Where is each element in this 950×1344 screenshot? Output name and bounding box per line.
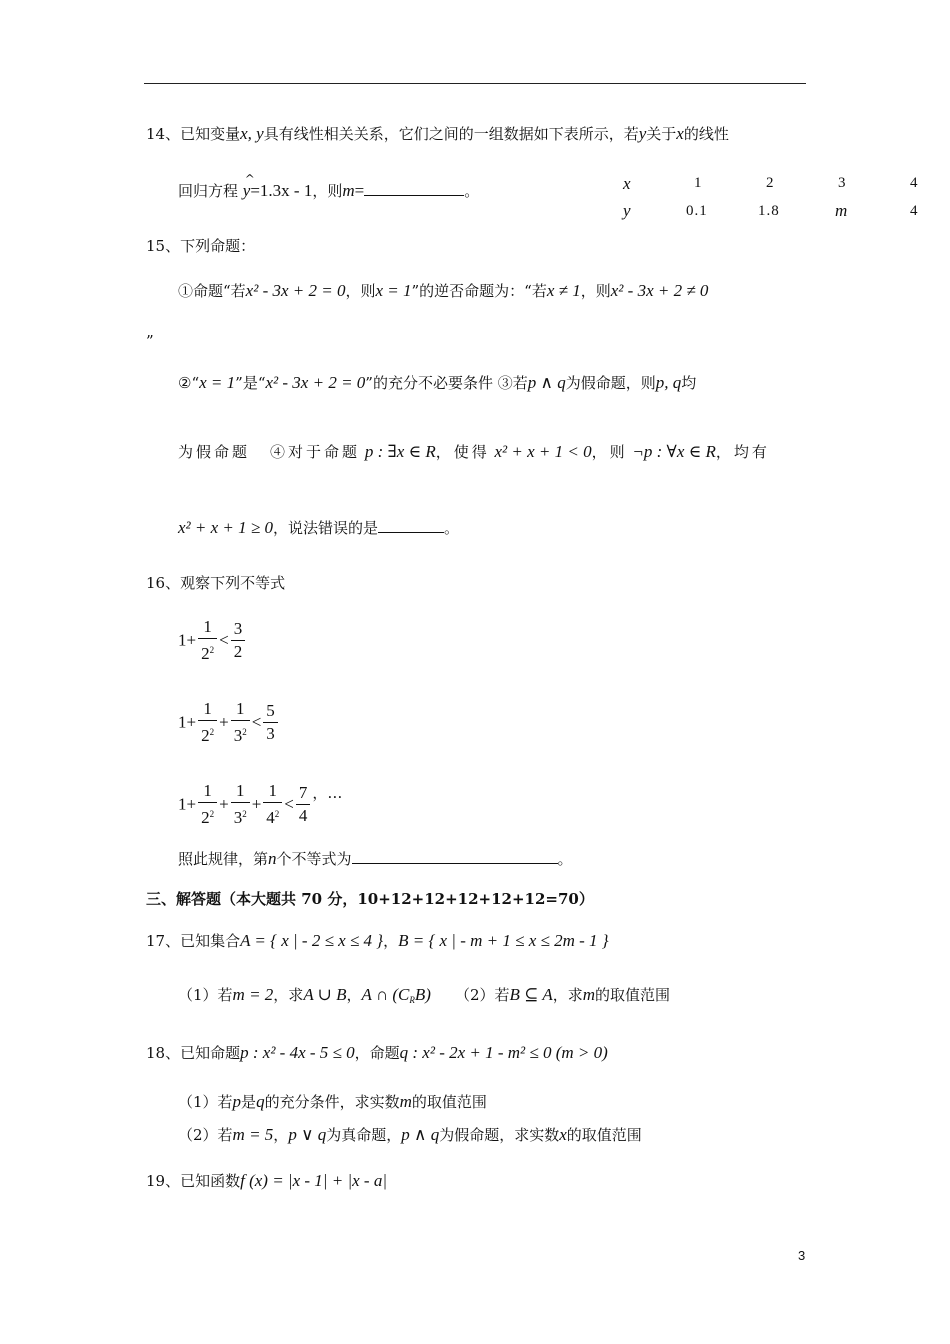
q15-text: ”的逆否命题为：“若 xyxy=(411,282,547,300)
q19-line1 xyxy=(146,1170,387,1192)
header-rule xyxy=(144,83,806,84)
set-a: A = { x | - 2 ≤ x ≤ 4 } xyxy=(240,931,384,950)
fraction xyxy=(198,616,217,665)
q17-parts xyxy=(178,984,670,1011)
q18-text: 为假命题，求实数 xyxy=(439,1126,560,1144)
table-cell: 4 xyxy=(910,203,918,219)
q14-line1 xyxy=(146,123,729,145)
math: x² - 3x + 2 = 0 xyxy=(265,373,366,392)
table-cell: m xyxy=(835,201,848,220)
q16-text: 个不等式为 xyxy=(276,850,352,868)
table-cell: 2 xyxy=(766,175,774,191)
q15-heading xyxy=(146,235,255,257)
q16-end: 。 xyxy=(557,850,573,868)
q15-quote-close xyxy=(146,330,154,352)
q14-text: ，则 xyxy=(312,182,343,200)
function-f: f (x) = |x - 1| + |x - a| xyxy=(240,1171,387,1190)
op: + xyxy=(186,794,197,814)
q15-text: ”的充分不必要条件 ③若 xyxy=(365,374,528,392)
q15-text: 为假命题，则 xyxy=(565,374,656,392)
q19-number: 19、 xyxy=(146,1172,181,1190)
exp: 2 xyxy=(242,727,247,737)
math: x² + x + 1 ≥ 0 xyxy=(178,518,273,537)
q15-item2 xyxy=(178,372,696,394)
math: m xyxy=(582,985,596,1004)
fraction xyxy=(231,780,250,829)
den: 2 xyxy=(233,642,243,661)
answer-blank xyxy=(352,849,558,864)
q14-text: 回归方程 xyxy=(178,182,239,200)
q18-text: 的取值范围 xyxy=(411,1093,487,1111)
q15-title: 下列命题： xyxy=(180,237,256,255)
q18-number: 18、 xyxy=(146,1044,181,1062)
q17-text: （1）若 xyxy=(178,986,233,1004)
op: + xyxy=(251,794,262,814)
den xyxy=(198,639,217,665)
q15-end: 。 xyxy=(443,519,459,537)
q14-text: 具有线性相关关系，它们之间的一组数据如下表所示，若 xyxy=(263,125,639,143)
q15-text: ④对于命题 xyxy=(270,443,361,461)
math: B) xyxy=(414,985,431,1004)
num: 1 xyxy=(263,780,282,803)
den xyxy=(231,803,250,829)
q14-data-table xyxy=(600,170,940,220)
section-title: 三、解答题（本大题共 70 分，10+12+12+12+12+12=70） xyxy=(146,890,594,908)
exp: 2 xyxy=(209,645,215,655)
table-cell: 0.1 xyxy=(686,203,708,219)
den xyxy=(198,803,217,829)
num: 1 xyxy=(198,698,217,721)
q17-text: ， xyxy=(383,932,399,950)
q19-text: 已知函数 xyxy=(180,1172,241,1190)
table-cell: 1 xyxy=(694,175,702,191)
q15-text: 均 xyxy=(681,374,697,392)
q17-text: 已知集合 xyxy=(180,932,241,950)
table-cell: y xyxy=(623,201,631,220)
math: p ∧ q xyxy=(527,373,566,392)
math: x xyxy=(559,1125,567,1144)
math: m = 2 xyxy=(232,985,274,1004)
num: 7 xyxy=(296,782,311,805)
q17-text: ，求 xyxy=(552,986,583,1004)
q17-text: ，求 xyxy=(273,986,304,1004)
base: 2 xyxy=(201,726,210,745)
y-hat-var: y xyxy=(242,181,251,200)
math: m xyxy=(399,1092,412,1111)
q15-text: ②“ xyxy=(178,374,200,392)
section-3-title xyxy=(146,888,594,910)
q17-number: 17、 xyxy=(146,932,181,950)
den xyxy=(231,721,250,747)
den: 3 xyxy=(266,724,275,743)
fraction xyxy=(198,780,217,829)
q17-line1 xyxy=(146,930,609,952)
op: < xyxy=(251,712,262,732)
math: x = 1 xyxy=(375,281,412,300)
q18-part2 xyxy=(178,1124,642,1146)
exp: 2 xyxy=(209,809,215,819)
q15-text: ”是“ xyxy=(235,374,266,392)
exp: 2 xyxy=(274,809,280,819)
q18-part1 xyxy=(178,1091,487,1113)
q18-text: （2）若 xyxy=(178,1126,233,1144)
fraction xyxy=(231,698,250,747)
q16-heading xyxy=(146,572,285,594)
q15-text: ，均有 xyxy=(715,443,770,461)
page-number: 3 xyxy=(798,1248,806,1263)
q17-text: （2）若 xyxy=(454,986,510,1004)
term: 1 xyxy=(178,712,187,732)
prop-q: q : x² - 2x + 1 - m² ≤ 0 (m > 0) xyxy=(399,1043,608,1062)
q18-text: 已知命题 xyxy=(180,1044,241,1062)
math: B ⊆ A xyxy=(509,985,553,1004)
ellipsis: ，… xyxy=(312,784,343,802)
math: x² - 3x + 2 ≠ 0 xyxy=(610,281,709,300)
q15-text: ，则 xyxy=(580,282,611,300)
table-cell: x xyxy=(623,174,631,193)
answer-blank xyxy=(378,518,444,533)
fraction xyxy=(231,618,246,663)
term: 1 xyxy=(178,794,187,814)
math: p ∧ q xyxy=(401,1125,440,1144)
base: 3 xyxy=(233,726,243,745)
op: + xyxy=(219,794,229,814)
q18-text: （1）若 xyxy=(178,1093,233,1111)
prop-p: p : x² - 4x - 5 ≤ 0 xyxy=(240,1043,355,1062)
table-cell: 3 xyxy=(838,175,846,191)
num: 1 xyxy=(198,780,217,803)
num: 1 xyxy=(231,698,250,721)
q16-number: 16、 xyxy=(146,574,181,592)
q15-item1 xyxy=(178,280,708,302)
q17-text: ， xyxy=(346,986,362,1004)
inequality-1 xyxy=(178,616,247,665)
op: < xyxy=(284,794,294,814)
math: q xyxy=(256,1092,265,1111)
table-cell: 1.8 xyxy=(758,203,780,219)
base: 2 xyxy=(201,808,210,827)
op: + xyxy=(219,712,229,732)
fraction xyxy=(263,780,282,829)
math: p, q xyxy=(655,373,682,392)
subscript: R xyxy=(409,995,415,1005)
q18-text: 为真命题， xyxy=(326,1126,402,1144)
q16-text: 照此规律，第 xyxy=(178,850,269,868)
fraction xyxy=(198,698,217,747)
table-cell: 4 xyxy=(910,175,918,191)
op: + xyxy=(186,712,197,732)
q14-regression-eq: =1.3x - 1 xyxy=(250,181,313,200)
q18-text: 的充分条件，求实数 xyxy=(264,1093,400,1111)
fraction xyxy=(296,782,311,827)
q15-text: ” xyxy=(146,332,154,350)
q16-title: 观察下列不等式 xyxy=(180,574,286,592)
den xyxy=(198,721,217,747)
answer-blank xyxy=(364,181,464,196)
base: 4 xyxy=(266,808,275,827)
op: + xyxy=(186,630,197,650)
q15-text: ①命题“若 xyxy=(178,282,246,300)
y-hat xyxy=(242,172,255,202)
q15-text: ，则 xyxy=(345,282,376,300)
q15-text: ，使得 xyxy=(435,443,490,461)
q15-text: ，说法错误的是 xyxy=(272,519,378,537)
q14-eq: = xyxy=(354,181,365,200)
q18-text: 是 xyxy=(241,1093,257,1111)
math: x² - 3x + 2 = 0 xyxy=(245,281,346,300)
num: 5 xyxy=(263,700,278,723)
fraction xyxy=(263,700,278,745)
math: n xyxy=(268,849,277,868)
math: x ≠ 1 xyxy=(546,281,581,300)
num: 1 xyxy=(231,780,250,803)
q14-x: x xyxy=(676,124,684,143)
math: p : ∃x ∈ R xyxy=(364,442,436,461)
q14-vars: x, y xyxy=(240,124,264,143)
math: m = 5 xyxy=(232,1125,274,1144)
q15-text: 为假命题 xyxy=(178,443,251,461)
q15-text: ，则 xyxy=(591,443,628,461)
q15-number: 15、 xyxy=(146,237,181,255)
q14-text: 已知变量 xyxy=(180,125,241,143)
q14-y: y xyxy=(638,124,647,143)
q18-line1 xyxy=(146,1042,608,1064)
math: x = 1 xyxy=(199,373,236,392)
num: 1 xyxy=(198,616,217,639)
den: 4 xyxy=(298,806,308,825)
q18-text: 的取值范围 xyxy=(566,1126,642,1144)
term: 1 xyxy=(178,630,187,650)
math: p xyxy=(232,1092,242,1111)
q18-text: ， xyxy=(273,1126,289,1144)
hat-mark: ^ xyxy=(244,172,255,186)
q14-text: 关于 xyxy=(646,125,677,143)
q14-number: 14、 xyxy=(146,125,181,143)
base: 2 xyxy=(201,644,210,663)
q15-item4 xyxy=(178,441,770,463)
math: ¬p : ∀x ∈ R xyxy=(632,442,716,461)
q14-line2 xyxy=(178,172,480,202)
q17-text: 的取值范围 xyxy=(595,986,671,1004)
q14-text: 的线性 xyxy=(683,125,729,143)
num: 3 xyxy=(231,618,246,641)
set-b: B = { x | - m + 1 ≤ x ≤ 2m - 1 } xyxy=(398,931,609,950)
exp: 2 xyxy=(242,809,247,819)
q14-end: 。 xyxy=(464,182,480,200)
math: A ∪ B xyxy=(303,985,347,1004)
exp: 2 xyxy=(209,727,215,737)
q15-conclusion xyxy=(178,517,459,539)
q18-text: ，命题 xyxy=(354,1044,400,1062)
q14-m: m xyxy=(342,181,355,200)
inequality-2 xyxy=(178,698,280,747)
den xyxy=(263,803,282,829)
math: p ∨ q xyxy=(288,1125,327,1144)
q16-rule xyxy=(178,848,573,870)
math: x² + x + 1 < 0 xyxy=(494,442,592,461)
op: < xyxy=(219,630,229,650)
base: 3 xyxy=(233,808,243,827)
inequality-3 xyxy=(178,780,342,829)
math: A ∩ (C xyxy=(361,985,410,1004)
